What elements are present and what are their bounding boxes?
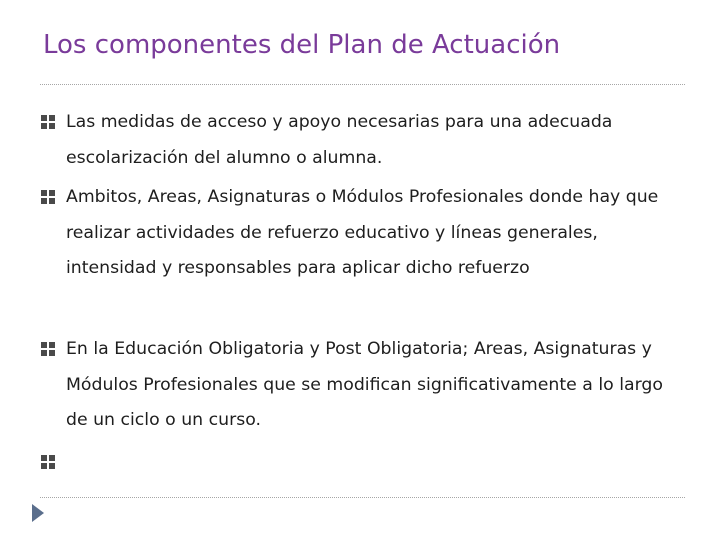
bullet-text: Las medidas de acceso y apoyo necesarias para una adecuada escolarización del alumno o alumna.: [66, 112, 613, 168]
footer-divider: [40, 497, 685, 498]
slide-title: Los componentes del Plan de Actuación: [43, 30, 561, 60]
nav-arrow-icon[interactable]: [31, 503, 45, 523]
square-bullet-icon: [40, 189, 56, 205]
square-bullet-icon: [40, 454, 56, 470]
title-divider: [40, 84, 685, 85]
bullet-text: Ambitos, Areas, Asignaturas o Módulos Profesionales donde hay que realizar actividades de refuerzo educativo y líneas generales, intensidad y responsables para aplicar dicho refuerzo: [66, 187, 659, 278]
square-bullet-icon: [40, 114, 56, 130]
bullet-text: En la Educación Obligatoria y Post Obligatoria; Areas, Asignaturas y Módulos Profesionales que se modifican significativamente a lo largo de un ciclo o un curso.: [66, 339, 663, 430]
square-bullet-icon: [40, 341, 56, 357]
